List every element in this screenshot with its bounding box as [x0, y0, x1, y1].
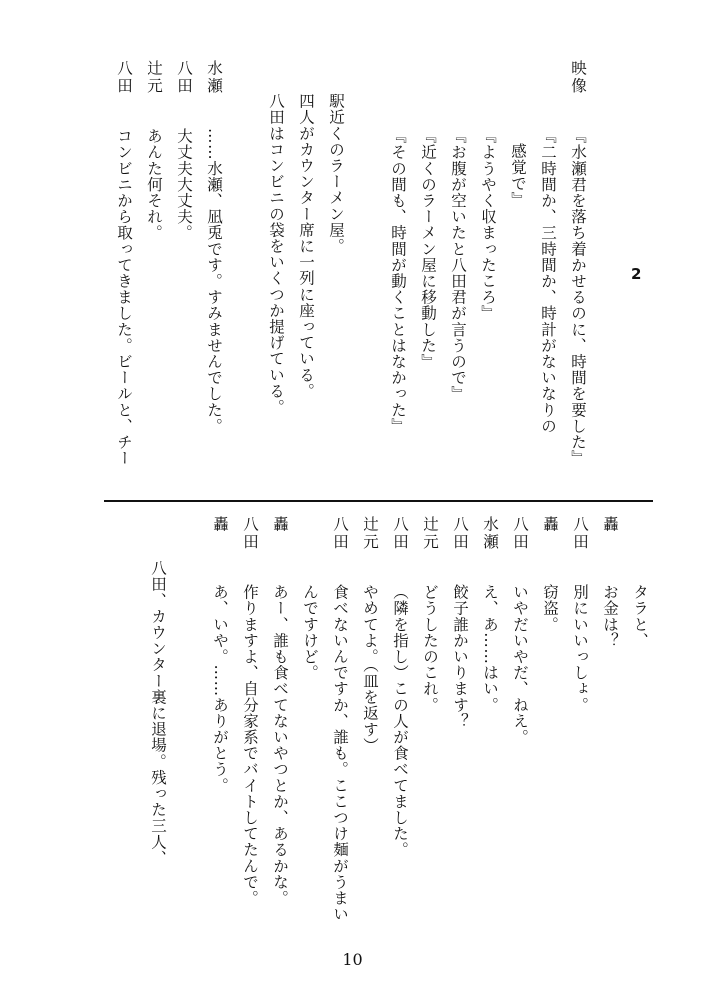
dialogue-line: 『近くのラーメン屋に移動した』: [419, 128, 437, 370]
speaker-label: 水瀬: [205, 60, 223, 95]
speaker-label: 八田: [175, 60, 193, 95]
dialogue-line: 大丈夫大丈夫。: [175, 128, 193, 241]
dialogue-line: 別にいいっしょ。: [571, 584, 589, 713]
speaker-label: 轟: [211, 516, 229, 534]
stage-direction: 駅近くのラーメン屋。: [327, 93, 345, 254]
speaker-label: 八田: [115, 60, 133, 95]
dialogue-line: 窃盗。: [541, 584, 559, 633]
dialogue-line: お金は？: [601, 584, 619, 649]
section-number: 2: [631, 265, 642, 283]
speaker-label: 八田: [391, 516, 409, 551]
stage-direction: 四人がカウンター席に一列に座っている。: [297, 93, 315, 399]
dialogue-line: ……水瀬、凪兎です。すみませんでした。: [205, 128, 223, 434]
dialogue-line: 『水瀬君を落ち着かせるのに、時間を要した』: [569, 128, 587, 467]
dialogue-line: 食べないんですか、誰も。ここつけ麺がうまい: [331, 584, 349, 923]
stage-direction: 八田はコンビニの袋をいくつか提げている。: [267, 93, 285, 415]
dialogue-line: あー、誰も食べてないやつとか、あるかな。: [271, 584, 289, 906]
dialogue-line: 作りますよ、自分家系でバイトしてたんで。: [241, 584, 259, 906]
speaker-label: 辻元: [421, 516, 439, 551]
speaker-label: 八田: [241, 516, 259, 551]
dialogue-line: あんた何それ。: [145, 128, 163, 241]
speaker-label: 辻元: [361, 516, 379, 551]
dialogue-line: 餃子誰かいります？: [451, 584, 469, 729]
stage-direction: 八田、カウンター裏に退場。残った三人、: [149, 560, 167, 866]
speaker-label: 轟: [271, 516, 289, 534]
speaker-label: 八田: [331, 516, 349, 551]
dialogue-line: 『その間も、時間が動くことはなかった』: [389, 128, 407, 434]
speaker-label: 八田: [451, 516, 469, 551]
dialogue-line: いやだいやだ、ねえ。: [511, 584, 529, 745]
speaker-label: 八田: [571, 516, 589, 551]
speaker-label: 映像: [569, 60, 587, 95]
dialogue-line: 『ようやく収まったころ』: [479, 128, 497, 322]
speaker-label: 八田: [511, 516, 529, 551]
page-number: 10: [342, 950, 363, 969]
speaker-label: 水瀬: [481, 516, 499, 551]
speaker-label: 轟: [541, 516, 559, 534]
dialogue-line: タラと、: [631, 584, 649, 649]
dialogue-line: やめてよ。（皿を返す）: [361, 584, 379, 754]
dialogue-line: え、あ……はい。: [481, 584, 499, 713]
dialogue-line: どうしたのこれ。: [421, 584, 439, 713]
dialogue-line: 『二時間か、三時間か、時計がないなりの: [539, 128, 557, 434]
speaker-label: 辻元: [145, 60, 163, 95]
dialogue-line: 感覚で』: [509, 143, 527, 208]
dialogue-line: （隣を指し）この人が食べてました。: [391, 584, 409, 858]
dialogue-line: 『お腹が空いたと八田君が言うので』: [449, 128, 467, 402]
dialogue-line: んですけど。: [301, 584, 319, 681]
speaker-label: 轟: [601, 516, 619, 534]
dialogue-line: コンビニから取ってきました。ビールと、チー: [115, 128, 133, 467]
dialogue-line: あ、いや。……ありがとう。: [211, 584, 229, 794]
